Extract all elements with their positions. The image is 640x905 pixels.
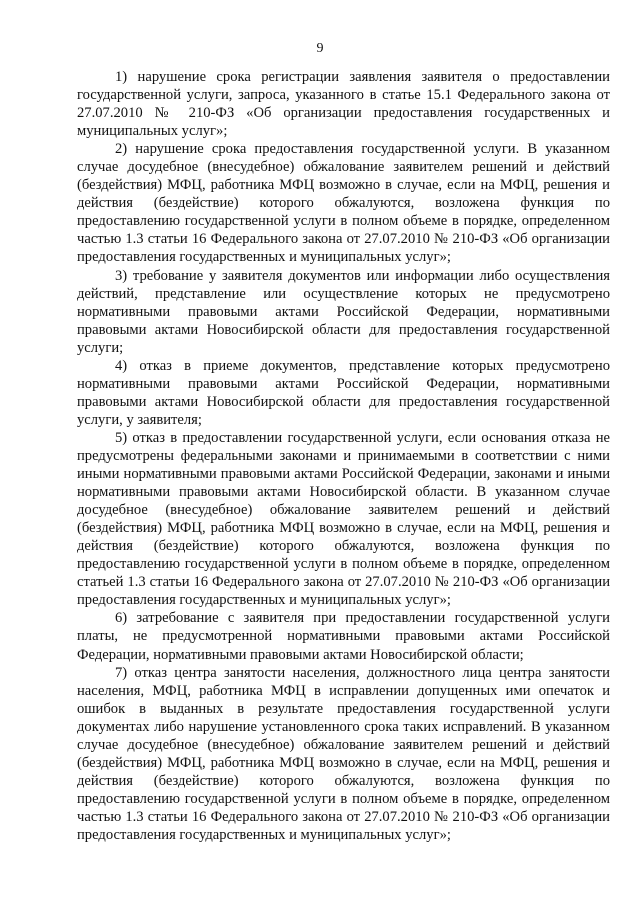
page-number: 9 xyxy=(316,41,324,56)
list-item-7: 7) отказ центра занятости населения, должностного лица центра занятости населения, МФЦ, работника МФЦ в исправлении допущенных ими опечаток и ошибок в выданных в результате предоставления государственной услуги документах либо нарушение установленного срока таких исправлений. В указанном случае досудебное (внесудебное) обжалование заявителем решений и действий (бездействия) МФЦ, работника МФЦ возможно в случае, если на МФЦ, решения и действия (бездействие) которого обжалуются, возложена функция по предоставлению государственной услуги в полном объеме в порядке, определенном частью 1.3 статьи 16 Федерального закона от 27.07.2010 № 210-ФЗ «Об организации предоставления государственных и муниципальных услуг»; xyxy=(77,664,610,843)
list-item-5: 5) отказ в предоставлении государственной услуги, если основания отказа не предусмотрены федеральными законами и принимаемыми в соответствии с ними иными нормативными правовыми актами Российской Федерации, законами и иными нормативными правовыми актами Новосибирской области. В указанном случае досудебное (внесудебное) обжалование заявителем решений и действий (бездействия) МФЦ, работника МФЦ возможно в случае, если на МФЦ, решения и действия (бездействие) которого обжалуются, возложена функция по предоставлению государственной услуги в полном объеме в порядке, определенном статьей 1.3 статьи 16 Федерального закона от 27.07.2010 № 210-ФЗ «Об организации предоставления государственных и муниципальных услуг»; xyxy=(77,429,610,609)
list-item-3: 3) требование у заявителя документов или информации либо осуществления действий, представление или осуществление которых не предусмотрено нормативными правовыми актами Российской Федерации, нормативными правовыми актами Новосибирской области для предоставления государственной услуги; xyxy=(77,267,610,356)
list-item-4: 4) отказ в приеме документов, представление которых предусмотрено нормативными правовыми актами Российской Федерации, нормативными правовыми актами Новосибирской области для предоставления государственной услуги, у заявителя; xyxy=(77,357,610,428)
list-item-1: 1) нарушение срока регистрации заявления заявителя о предоставлении государственной услуги, запроса, указанного в статье 15.1 Федерального закона от 27.07.2010 № 210-ФЗ «Об организации предоставления государственных и муниципальных услуг»; xyxy=(77,69,610,140)
list-item-2: 2) нарушение срока предоставления государственной услуги. В указанном случае досудебное (внесудебное) обжалование заявителем решений и действий (бездействия) МФЦ, работника МФЦ возможно в случае, если на МФЦ, решения и действия (бездействие) которого обжалуются, возложена функция по предоставлению государственной услуги в полном объеме в порядке, определенном частью 1.3 статьи 16 Федерального закона от 27.07.2010 № 210-ФЗ «Об организации предоставления государственных и муниципальных услуг»; xyxy=(77,141,610,266)
list-item-6: 6) затребование с заявителя при предоставлении государственной услуги платы, не предусмотренной нормативными правовыми актами Российской Федерации, нормативными правовыми актами Новосибирской области; xyxy=(77,610,610,663)
document-body xyxy=(77,68,610,844)
